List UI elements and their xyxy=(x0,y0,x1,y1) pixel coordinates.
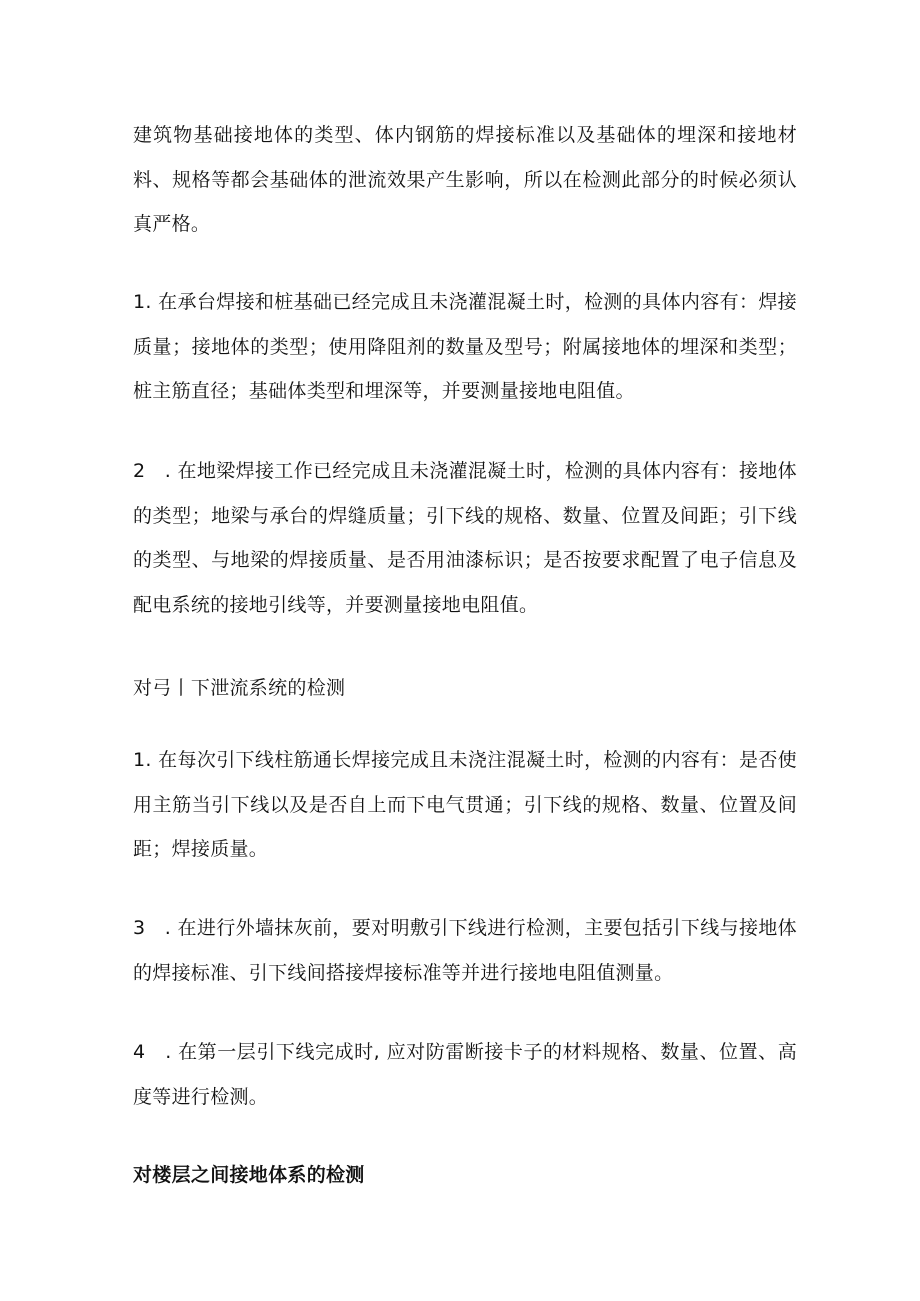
downconductor-section-heading: 对弓丨下泄流系统的检测 xyxy=(133,677,346,699)
downconductor-item-1: 1. 在每次引下线柱筋通长焊接完成且未浇注混凝土时，检测的内容有：是否使用主筋当引下线以及是否自上而下电气贯通；引下线的规格、数量、位置及间距；焊接质量。 xyxy=(133,749,797,860)
downconductor-item-3: 3 . 在进行外墙抹灰前，要对明敷引下线进行检测，主要包括引下线与接地体的焊接标准、引下线间搭接焊接标准等并进行接地电阻值测量。 xyxy=(133,917,797,984)
foundation-item-1: 1. 在承台焊接和桩基础已经完成且未浇灌混凝土时，检测的具体内容有：焊接质量；接地体的类型；使用降阻剂的数量及型号；附属接地体的埋深和类型；桩主筋直径；基础体类型和埋深等，并要测量接地电阻值。 xyxy=(133,291,797,402)
foundation-item-2: 2 . 在地梁焊接工作已经完成且未浇灌混凝土时，检测的具体内容有：接地体的类型；地梁与承台的焊缝质量；引下线的规格、数量、位置及间距；引下线的类型、与地梁的焊接质量、是否用油漆标识；是否按要求配置了电子信息及配电系统的接地引线等，并要测量接地电阻值。 xyxy=(133,460,797,616)
floor-grounding-section-heading: 对楼层之间接地体系的检测 xyxy=(133,1164,365,1186)
downconductor-item-4: 4 . 在第一层引下线完成时, 应对防雷断接卡子的材料规格、数量、位置、高度等进行检测。 xyxy=(133,1041,797,1108)
intro-paragraph: 建筑物基础接地体的类型、体内钢筋的焊接标准以及基础体的埋深和接地材料、规格等都会基础体的泄流效果产生影响，所以在检测此部分的时候必须认真严格。 xyxy=(133,124,797,235)
